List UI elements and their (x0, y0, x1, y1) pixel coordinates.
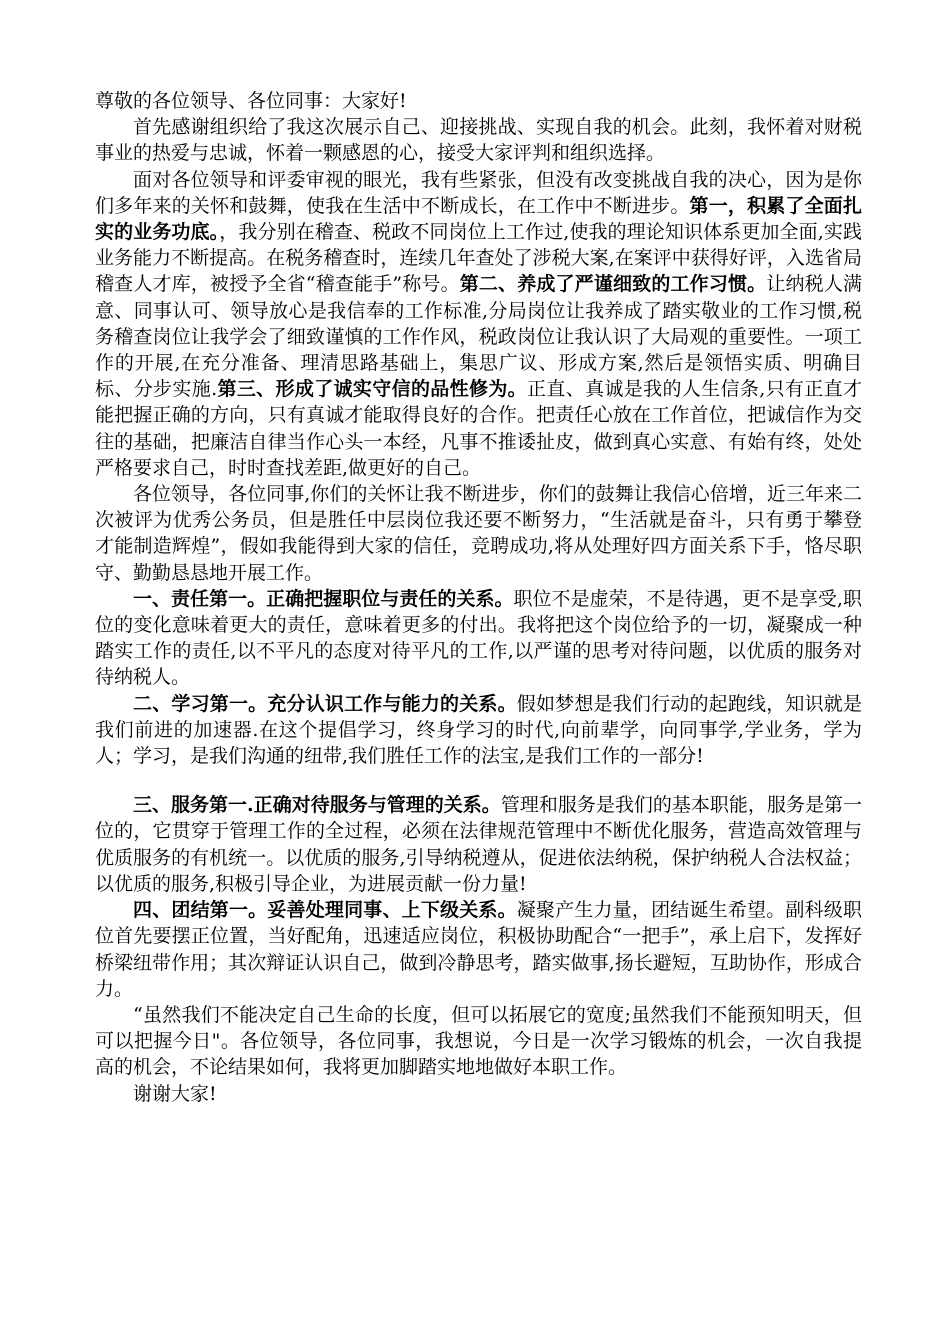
section-service-text: 管理和服务是我们的基本职能，服务是第一位的，它贯穿于管理工作的全过程，必须在法律规范管理中不断优化服务，营造高效管理与优质服务的有机统一。以优质的服务,引导纳税遵从，促进依法纳税，保护纳税人合法权益；以优质的服务,积极引导企业，为进展贡献一份力量! (95, 794, 862, 895)
section-service-heading: 三、服务第一.正确对待服务与管理的关系。 (133, 794, 501, 817)
experience-intro: 面对各位领导和评委审视的眼光，我有些紧张，但没有改变挑战自我的决心，因为是你们多年来的关怀和鼓舞，使我在生活中不断成长，在工作中不断进步。 (95, 168, 862, 217)
paragraph-conclusion: “虽然我们不能决定自己生命的长度，但可以拓展它的宽度;虽然我们不能预知明天，但可以把握今日"。各位领导，各位同事，我想说，今日是一次学习锻炼的机会，一次自我提高的机会，不论结果如何，我将更加脚踏实地地做好本职工作。 (95, 1003, 862, 1079)
section-unity-text: 凝聚产生力量，团结诞生希望。副科级职位首先要摆正位置，当好配角，迅速适应岗位，积极协助配合“一把手”，承上启下，发挥好桥梁纽带作用；其次辩证认识自己，做到冷静思考，踏实做事,扬长避短，互助协作，形成合力。 (95, 899, 862, 1000)
section-responsibility-text: 职位不是虚荣，不是待遇，更不是享受,职位的变化意味着更大的责任，意味着更多的付出。我将把这个岗位给予的一切，凝聚成一种踏实工作的责任,以不平凡的态度对待平凡的工作,以严谨的思考对待问题，以优质的服务对待纳税人。 (95, 587, 862, 689)
paragraph-thanks: 首先感谢组织给了我这次展示自己、迎接挑战、实现自我的机会。此刻，我怀着对财税事业的热爱与忠诚，怀着一颗感恩的心，接受大家评判和组织选择。 (95, 116, 862, 165)
point-one-heading: 第一，积累了全面扎实的业务功底。 (95, 194, 862, 244)
point-two-text: 让纳税人满意、同事认可、领导放心是我信奉的工作标准,分局岗位让我养成了踏实敬业的工作习惯,税务稽查岗位让我学会了细致谨慎的工作作风，税政岗位让我认识了大局观的重要性。一项工作的开展,在充分准备、理清思路基础上，集思广议、形成方案,然后是领悟实质、明确目标、分步实施. (95, 273, 862, 401)
section-responsibility-heading: 一、责任第一。正确把握职位与责任的关系。 (133, 587, 514, 610)
paragraph-experience (95, 167, 862, 481)
point-two-heading: 第二、养成了严谨细致的工作习惯。 (459, 273, 767, 296)
point-three-heading: 第三、形成了诚实守信的品性修为。 (217, 378, 528, 401)
section-learning (95, 691, 862, 770)
point-three-text: 正直、真诚是我的人生信条,只有正直才能把握正确的方向，只有真诚才能取得良好的合作。把责任心放在工作首位，把诚信作为交往的基础，把廉洁自律当作心头一本经，凡事不推诿扯皮，做到真心实意、有始有终，处处严格要求自己，时时查找差距,做更好的自己。 (95, 378, 862, 479)
section-unity-heading: 四、团结第一。妥善处理同事、上下级关系。 (133, 899, 517, 922)
greeting-line: 尊敬的各位领导、各位同事：大家好! (95, 90, 407, 112)
section-unity (95, 897, 862, 1002)
closing-line: 谢谢大家! (133, 1082, 217, 1105)
section-learning-heading: 二、学习第一。充分认识工作与能力的关系。 (133, 692, 517, 715)
point-one-text: ，我分别在稽查、税政不同岗位上工作过,使我的理论知识体系更加全面,实践业务能力不断提高。在税务稽查时，连续几年查处了涉税大案,在案评中获得好评，入选省局稽查人才库，被授予全省“稽查能手”称号。 (95, 221, 862, 296)
paragraph-commitment: 各位领导，各位同事,你们的关怀让我不断进步，你们的鼓舞让我信心倍增，近三年来二次被评为优秀公务员，但是胜任中层岗位我还要不断努力，“生活就是奋斗，只有勇于攀登才能制造辉煌”，假如我能得到大家的信任，竞聘成功,将从处理好四方面关系下手，恪尽职守、勤勤恳恳地开展工作。 (95, 483, 862, 584)
section-service (95, 792, 862, 897)
section-learning-text: 假如梦想是我们行动的起跑线，知识就是我们前进的加速器.在这个提倡学习，终身学习的时代,向前辈学，向同事学,学业务，学为人；学习，是我们沟通的纽带,我们胜任工作的法宝,是我们工作的一部分! (95, 692, 862, 768)
section-responsibility (95, 586, 862, 691)
